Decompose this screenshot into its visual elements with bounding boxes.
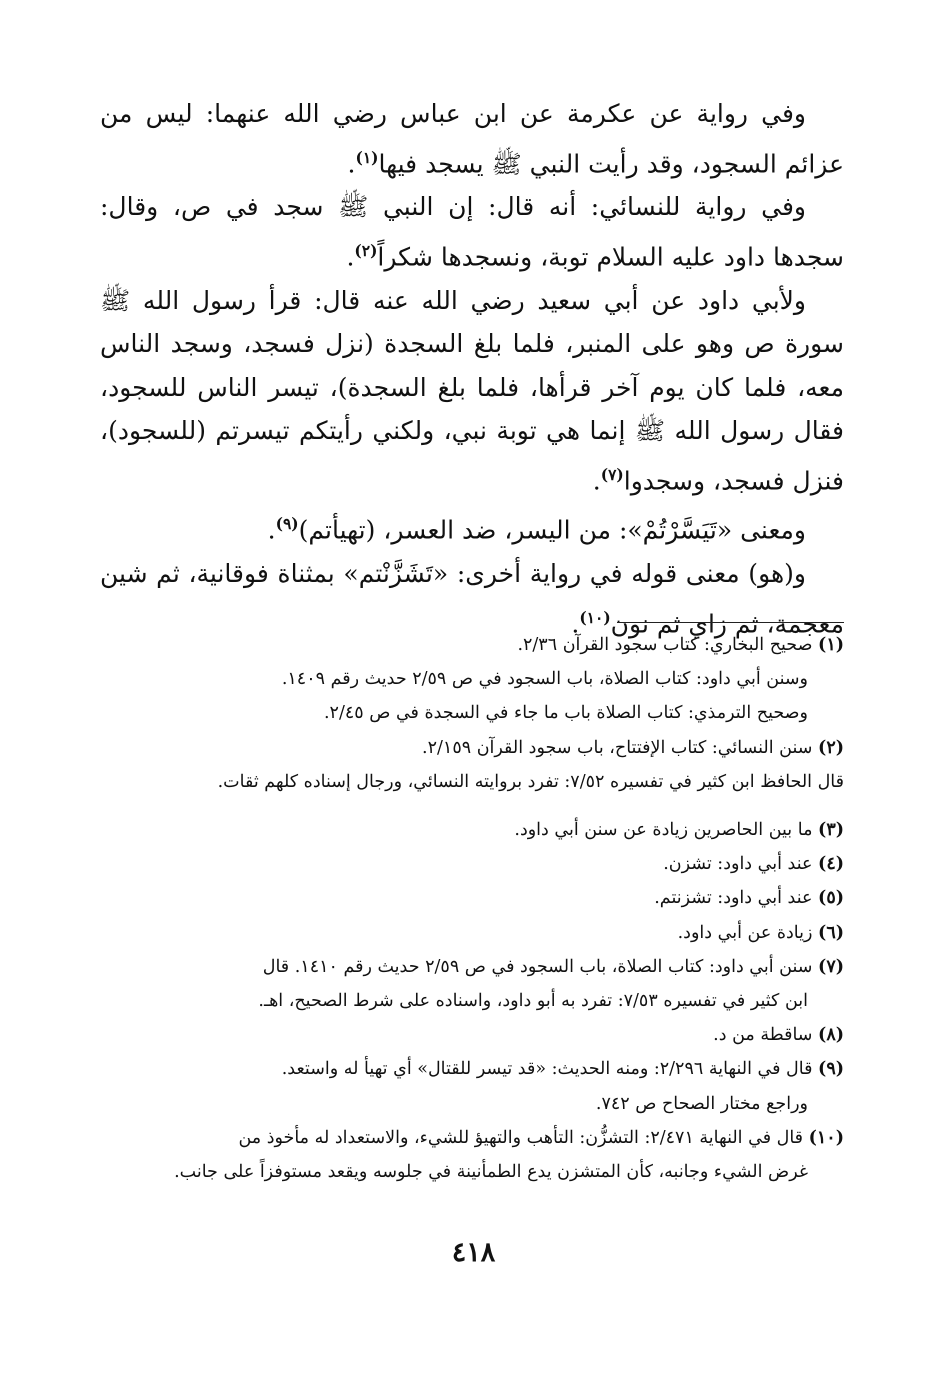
main-text [100, 92, 844, 646]
footnotes [108, 628, 844, 1189]
footnote-1: (١) صحيح البخاري: كتاب سجود القرآن ٢/٣٦. [517, 635, 844, 655]
footnote-1-cont: وصحيح الترمذي: كتاب الصلاة باب ما جاء في السجدة في ص ٢/٤٥. [323, 703, 808, 724]
footnote-2-cont: قال الحافظ ابن كثير في تفسيره ٧/٥٢: تفرد بروايته النسائي، ورجال إسناده كلهم ثقات. [217, 771, 844, 792]
footnote-1-cont: وسنن أبي داود: كتاب الصلاة، باب السجود في ص ٢/٥٩ حديث رقم ١٤٠٩. [281, 669, 808, 690]
paragraph-3: ولأبي داود عن أبي سعيد رضي الله عنه قال: قرأ رسول الله ﷺ سورة ص وهو على المنبر، فلما بلغ السجدة (نزل فسجد، وسجد الناس معه، فلما كان يوم آخر قرأها، فلما بلغ السجدة)، تيسر الناس للسجود، فقال رسول الله ﷺ إنما هي توبة نبي، ولكني رأيتكم تيسرتم (للسجود)، فنزل فسجد، وسجدوا$^{(٧)}$. [100, 285, 844, 495]
footnote-7-cont: ابن كثير في تفسيره ٧/٥٣: تفرد به أبو داود، واسناده على شرط الصحيح، اهـ. [258, 991, 808, 1012]
footnote-8: (٨) ساقطة من د. [713, 1025, 844, 1046]
footnote-ref-2: (٢) [354, 240, 378, 260]
footnote-ref-1: (١) [355, 147, 379, 167]
footnote-7: (٧) سنن أبي داود: كتاب الصلاة، باب السجود في ص ٢/٥٩ حديث رقم ١٤١٠. قال [262, 956, 844, 977]
footnote-ref-10: (١٠) [579, 607, 611, 627]
page-number: ٤١٨ [451, 1237, 496, 1268]
paragraph-2: وفي رواية للنسائي: أنه قال: إن النبي ﷺ سجد في ص، وقال: سجدها داود عليه السلام توبة، ونسجدها شكراً$^{(٢)}$. [100, 192, 844, 272]
footnote-5: (٥) عند أبي داود: تشزنتم. [654, 888, 844, 909]
footnote-ref-9: (٩) [275, 514, 299, 534]
footnote-10: (١٠) قال في النهاية ٢/٤٧١: التشزُّن: التأهب والتهيؤ للشيء، والاستعداد له مأخوذ من [238, 1127, 844, 1148]
paragraph-1: وفي رواية عن عكرمة عن ابن عباس رضي الله عنهما: ليس من عزائم السجود، وقد رأيت النبي ﷺ يسجد فيها$^{(١)}$. [100, 99, 844, 178]
paragraph-5: و(هو) معنى قوله في رواية أخرى: «تَشَزَّنْتم» بمثناة فوقانية، ثم شين معجمة، ثم زاي ثم نون$^{(١٠)}$. [100, 559, 844, 639]
footnote-9: (٩) قال في النهاية ٢/٢٩٦: ومنه الحديث: «قد تيسر للقتال» أي تهيأ له واستعد. [281, 1059, 844, 1080]
footnote-ref-7: (٧) [600, 464, 624, 484]
footnote-4: (٤) عند أبي داود: تشزن. [663, 854, 844, 875]
footnote-9-cont: وراجع مختار الصحاح ص ٧٤٢. [595, 1093, 808, 1114]
footnote-2: (٢) سنن النسائي: كتاب الإفتتاح، باب سجود القرآن ٢/١٥٩. [422, 737, 844, 758]
footnote-6: (٦) زيادة عن أبي داود. [677, 922, 844, 943]
paragraph-4: ومعنى «تَيَسَّرْتُمْ»: من اليسر، ضد العسر، (تهيأتم)$^{(٩)}$. [267, 514, 806, 545]
footnote-10-cont: غرض الشيء وجانبه، كأن المتشزن يدع الطمأنينة في جلوسه ويقعد مستوفزاً على جانب. [174, 1162, 808, 1183]
footnote-3: (٣) ما بين الحاصرين زيادة عن سنن أبي داود. [514, 820, 844, 841]
footnote-separator [617, 622, 844, 623]
